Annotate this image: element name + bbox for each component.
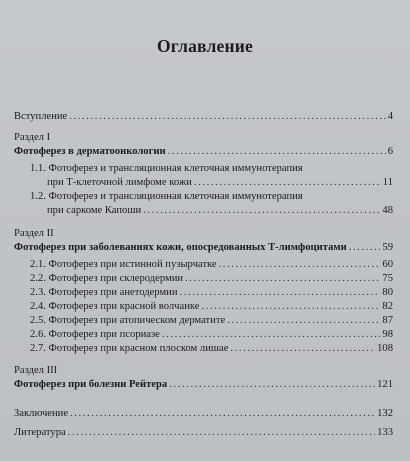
toc-entry-intro[interactable]	[14, 110, 393, 123]
leader-dots	[219, 258, 381, 271]
toc-entry-label: 2.2. Фотоферез при склеродермии	[30, 273, 184, 284]
toc-entry-2-6[interactable]	[30, 328, 393, 341]
toc-entry-2-3[interactable]	[30, 286, 393, 299]
toc-entry-label: при саркоме Капоши	[47, 205, 142, 216]
toc-entry-2-2[interactable]	[30, 272, 393, 285]
toc-page-number: 6	[387, 146, 393, 157]
toc-page-number: 98	[382, 329, 393, 340]
leader-dots	[201, 300, 380, 313]
toc-page-number: 80	[382, 287, 393, 298]
toc-page-number: 75	[382, 273, 393, 284]
toc-entry-label: 2.3. Фотоферез при анетодермии	[30, 287, 178, 298]
toc-entry-label: при Т-клеточной лимфоме кожи	[47, 177, 192, 188]
page-title: Оглавление	[157, 36, 253, 56]
toc-entry-label: Заключение	[14, 408, 69, 419]
toc-entry-1-2[interactable]	[47, 204, 393, 217]
toc-entry-2-1[interactable]	[30, 258, 393, 271]
toc-entry-conclusion[interactable]	[14, 407, 393, 420]
section-heading-3: Раздел III	[14, 365, 58, 376]
toc-page-number: 82	[382, 301, 393, 312]
leader-dots	[230, 342, 375, 355]
toc-entry-label: Вступление	[14, 111, 68, 122]
toc-entry-label: 2.5. Фотоферез при атопическом дерматите	[30, 315, 226, 326]
toc-page-number: 133	[377, 427, 393, 438]
toc-entry-2-4[interactable]	[30, 300, 393, 313]
toc-page-number: 60	[382, 259, 393, 270]
toc-entry-2-7[interactable]	[30, 342, 393, 355]
toc-entry-label: Фотоферез при болезни Рейтера	[14, 379, 168, 390]
toc-section-3-title[interactable]	[14, 378, 393, 391]
toc-entry-label: 2.1. Фотоферез при истинной пузырчатке	[30, 259, 217, 270]
toc-page-number: 87	[382, 315, 393, 326]
toc-page-number: 121	[377, 379, 393, 390]
toc-page-number: 108	[377, 343, 393, 354]
leader-dots	[68, 426, 375, 439]
leader-dots	[143, 204, 380, 217]
toc-entry-label: 2.7. Фотоферез при красном плоском лишае	[30, 343, 229, 354]
section-heading-1: Раздел I	[14, 132, 51, 143]
toc-entry-label: 2.4. Фотоферез при красной волчанке	[30, 301, 200, 312]
toc-page-number: 59	[382, 242, 393, 253]
toc-page-number: 132	[377, 408, 393, 419]
leader-dots	[70, 407, 375, 420]
toc-entry-label: Фотоферез в дерматоонкологии	[14, 146, 166, 157]
leader-dots	[169, 378, 375, 391]
leader-dots	[349, 241, 381, 254]
section-heading-2: Раздел II	[14, 228, 54, 239]
toc-section-2-title[interactable]	[14, 241, 393, 254]
toc-section-1-title[interactable]	[14, 145, 393, 158]
toc-entry-1-1[interactable]	[47, 176, 393, 189]
toc-entry-1-2-line1: 1.2. Фотоферез и трансляционная клеточная иммунотерапия	[30, 191, 303, 202]
toc-page-number: 48	[382, 205, 393, 216]
toc-entry-literature[interactable]	[14, 426, 393, 439]
leader-dots	[69, 110, 385, 123]
leader-dots	[168, 145, 386, 158]
leader-dots	[194, 176, 381, 189]
toc-entry-label: 2.6. Фотоферез при псориазе	[30, 329, 160, 340]
toc-entry-1-1-line1: 1.1. Фотоферез и трансляционная клеточная иммунотерапия	[30, 163, 303, 174]
leader-dots	[185, 272, 380, 285]
toc-page-number: 11	[382, 177, 393, 188]
toc-entry-label: Литература	[14, 427, 66, 438]
toc-entry-label: Фотоферез при заболеваниях кожи, опосредованных Т-лимфоцитами	[14, 242, 347, 253]
leader-dots	[227, 314, 380, 327]
toc-page-number: 4	[387, 111, 393, 122]
leader-dots	[162, 328, 381, 341]
leader-dots	[180, 286, 381, 299]
toc-entry-2-5[interactable]	[30, 314, 393, 327]
